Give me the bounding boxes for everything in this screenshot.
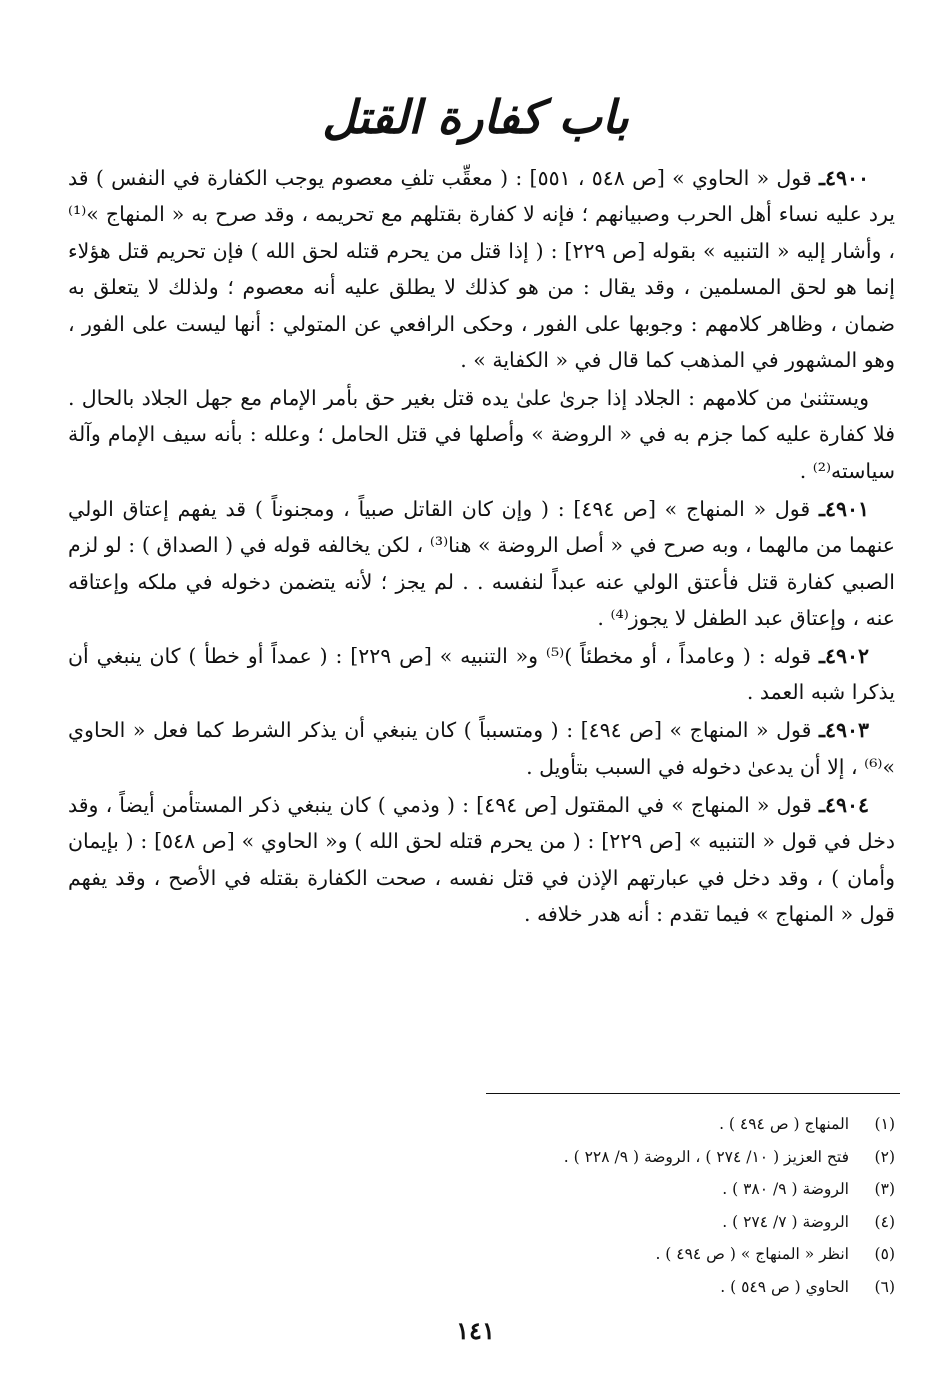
paragraph-text: قول « المنهاج » [ص ٤٩٤] : ( وإن كان القاتل صبياً ، ومجنوناً ) قد يفهم إعتاق الولي عنهما من مالهما ، وبه صرح في « أصل الروضة » هنا⁽³⁾ ، لكن يخالفه قوله في ( الصداق ) : لو لزم الصبي كفارة قتل فأعتق الولي عنه عبداً لنفسه . . لم يجز ؛ لأنه يتضمن دخوله في ملكه وإعتاقه عنه ، وإعتاق عبد الطفل لا يجوز⁽⁴⁾ .: [68, 496, 895, 631]
paragraph-text: قول « المنهاج » [ص ٤٩٤] : ( ومتسبباً ) كان ينبغي أن يذكر الشرط كما فعل « الحاوي »⁽⁶⁾ ، إلا أن يدعىٰ دخوله في السبب بتأويل .: [68, 718, 895, 779]
footnote-text: الحاوي ( ص ٥٤٩ ) .: [720, 1277, 849, 1296]
footnote-number: (٤): [874, 1212, 895, 1231]
footnote-item: [95, 1108, 895, 1141]
footnote-number: (١): [874, 1115, 895, 1133]
paragraph-text: ويستثنىٰ من كلامهم : الجلاد إذا جرىٰ علىٰ يده قتل بغير حق بأمر الإمام مع جهل الجلاد بالحال . فلا كفارة عليه كما جزم به في « الروضة » وأصلها في قتل الحامل ؛ وعلله : بأنه سيف الإمام وآلة سياسته⁽²⁾ .: [68, 386, 895, 483]
paragraph-number: ٤٩٠١ـ: [818, 496, 869, 521]
footnote-text: الروضة ( ٧/ ٢٧٤ ) .: [722, 1212, 849, 1231]
footnote-text: المنهاج ( ص ٤٩٤ ) .: [719, 1115, 849, 1133]
footnote-text: انظر « المنهاج » ( ص ٤٩٤ ) .: [655, 1245, 849, 1264]
paragraph-4900: [68, 160, 895, 378]
paragraph-4904: [68, 787, 895, 933]
paragraph-4901: [68, 491, 895, 637]
paragraph-number: ٤٩٠٤ـ: [818, 792, 869, 817]
main-text: [68, 160, 895, 934]
footnote-item: [95, 1173, 895, 1206]
footnote-divider: [486, 1093, 900, 1094]
paragraph-text: قول « المنهاج » في المقتول [ص ٤٩٤] : ( وذمي ) كان ينبغي ذكر المستأمن أيضاً ، وقد دخل في قول « التنبيه » [ص ٢٢٩] : ( من يحرم قتله لحق الله ) و« الحاوي » [ص ٥٤٨] : ( بإيمان وأمان ) ، وقد دخل في عبارتهم الإذن في قتل نفسه ، صحت الكفارة بقتله في الأصح ، وقد يفهم قول « المنهاج » فيما تقدم : أنه هدر خلافه .: [68, 792, 896, 927]
footnotes: [95, 1108, 895, 1304]
paragraph-text: قوله : ( وعامداً ، أو مخطئاً )⁽⁵⁾ و« التنبيه » [ص ٢٢٩] : ( عمداً أو خطأ ) كان ينبغي أن يذكرا شبه العمد .: [68, 644, 895, 705]
footnote-number: (٢): [874, 1147, 895, 1166]
footnote-number: (٦): [874, 1277, 895, 1296]
paragraph-number: ٤٩٠٢ـ: [818, 644, 869, 669]
footnote-item: [95, 1271, 895, 1304]
footnote-number: (٥): [874, 1245, 895, 1264]
footnote-text: فتح العزيز ( ١٠/ ٢٧٤ ) ، الروضة ( ٩/ ٢٢٨ ) .: [563, 1147, 849, 1166]
paragraph-4902: [68, 638, 895, 711]
paragraph-number: ٤٩٠٣ـ: [818, 718, 869, 743]
footnote-item: [95, 1238, 895, 1271]
footnote-item: [95, 1206, 895, 1239]
paragraph-text: قول « الحاوي » [ص ٥٤٨ ، ٥٥١] : ( معقِّب تلفِ معصوم يوجب الكفارة في النفس ) قد يرد عليه نساء أهل الحرب وصبيانهم ؛ فإنه لا كفارة بقتلهم مع تحريمه ، وقد صرح به « المنهاج »⁽¹⁾ ، وأشار إليه « التنبيه » بقوله [ص ٢٢٩] : ( إذا قتل من يحرم قتله لحق الله ) فإن تحريم قتل هؤلاء إنما هو لحق المسلمين ، وقد يقال : من هو كذلك لا يطلق عليه أنه معصوم ؛ ولذلك لا يتعلق به ضمان ، وظاهر كلامهم : وجوبها على الفور ، وحكى الرافعي عن المتولي : أنها ليست على الفور ، وهو المشهور في المذهب كما قال في « الكفاية » .: [68, 166, 895, 373]
paragraph-4903: [68, 712, 895, 785]
page-number: ١٤١: [456, 1316, 495, 1345]
chapter-title: باب كفارة القتل: [322, 90, 629, 144]
footnote-text: الروضة ( ٩/ ٣٨٠ ) .: [722, 1180, 849, 1199]
footnote-item: [95, 1141, 895, 1174]
paragraph-number: ٤٩٠٠ـ: [818, 166, 869, 190]
footnote-number: (٣): [874, 1180, 895, 1199]
paragraph-exception: [68, 380, 895, 489]
